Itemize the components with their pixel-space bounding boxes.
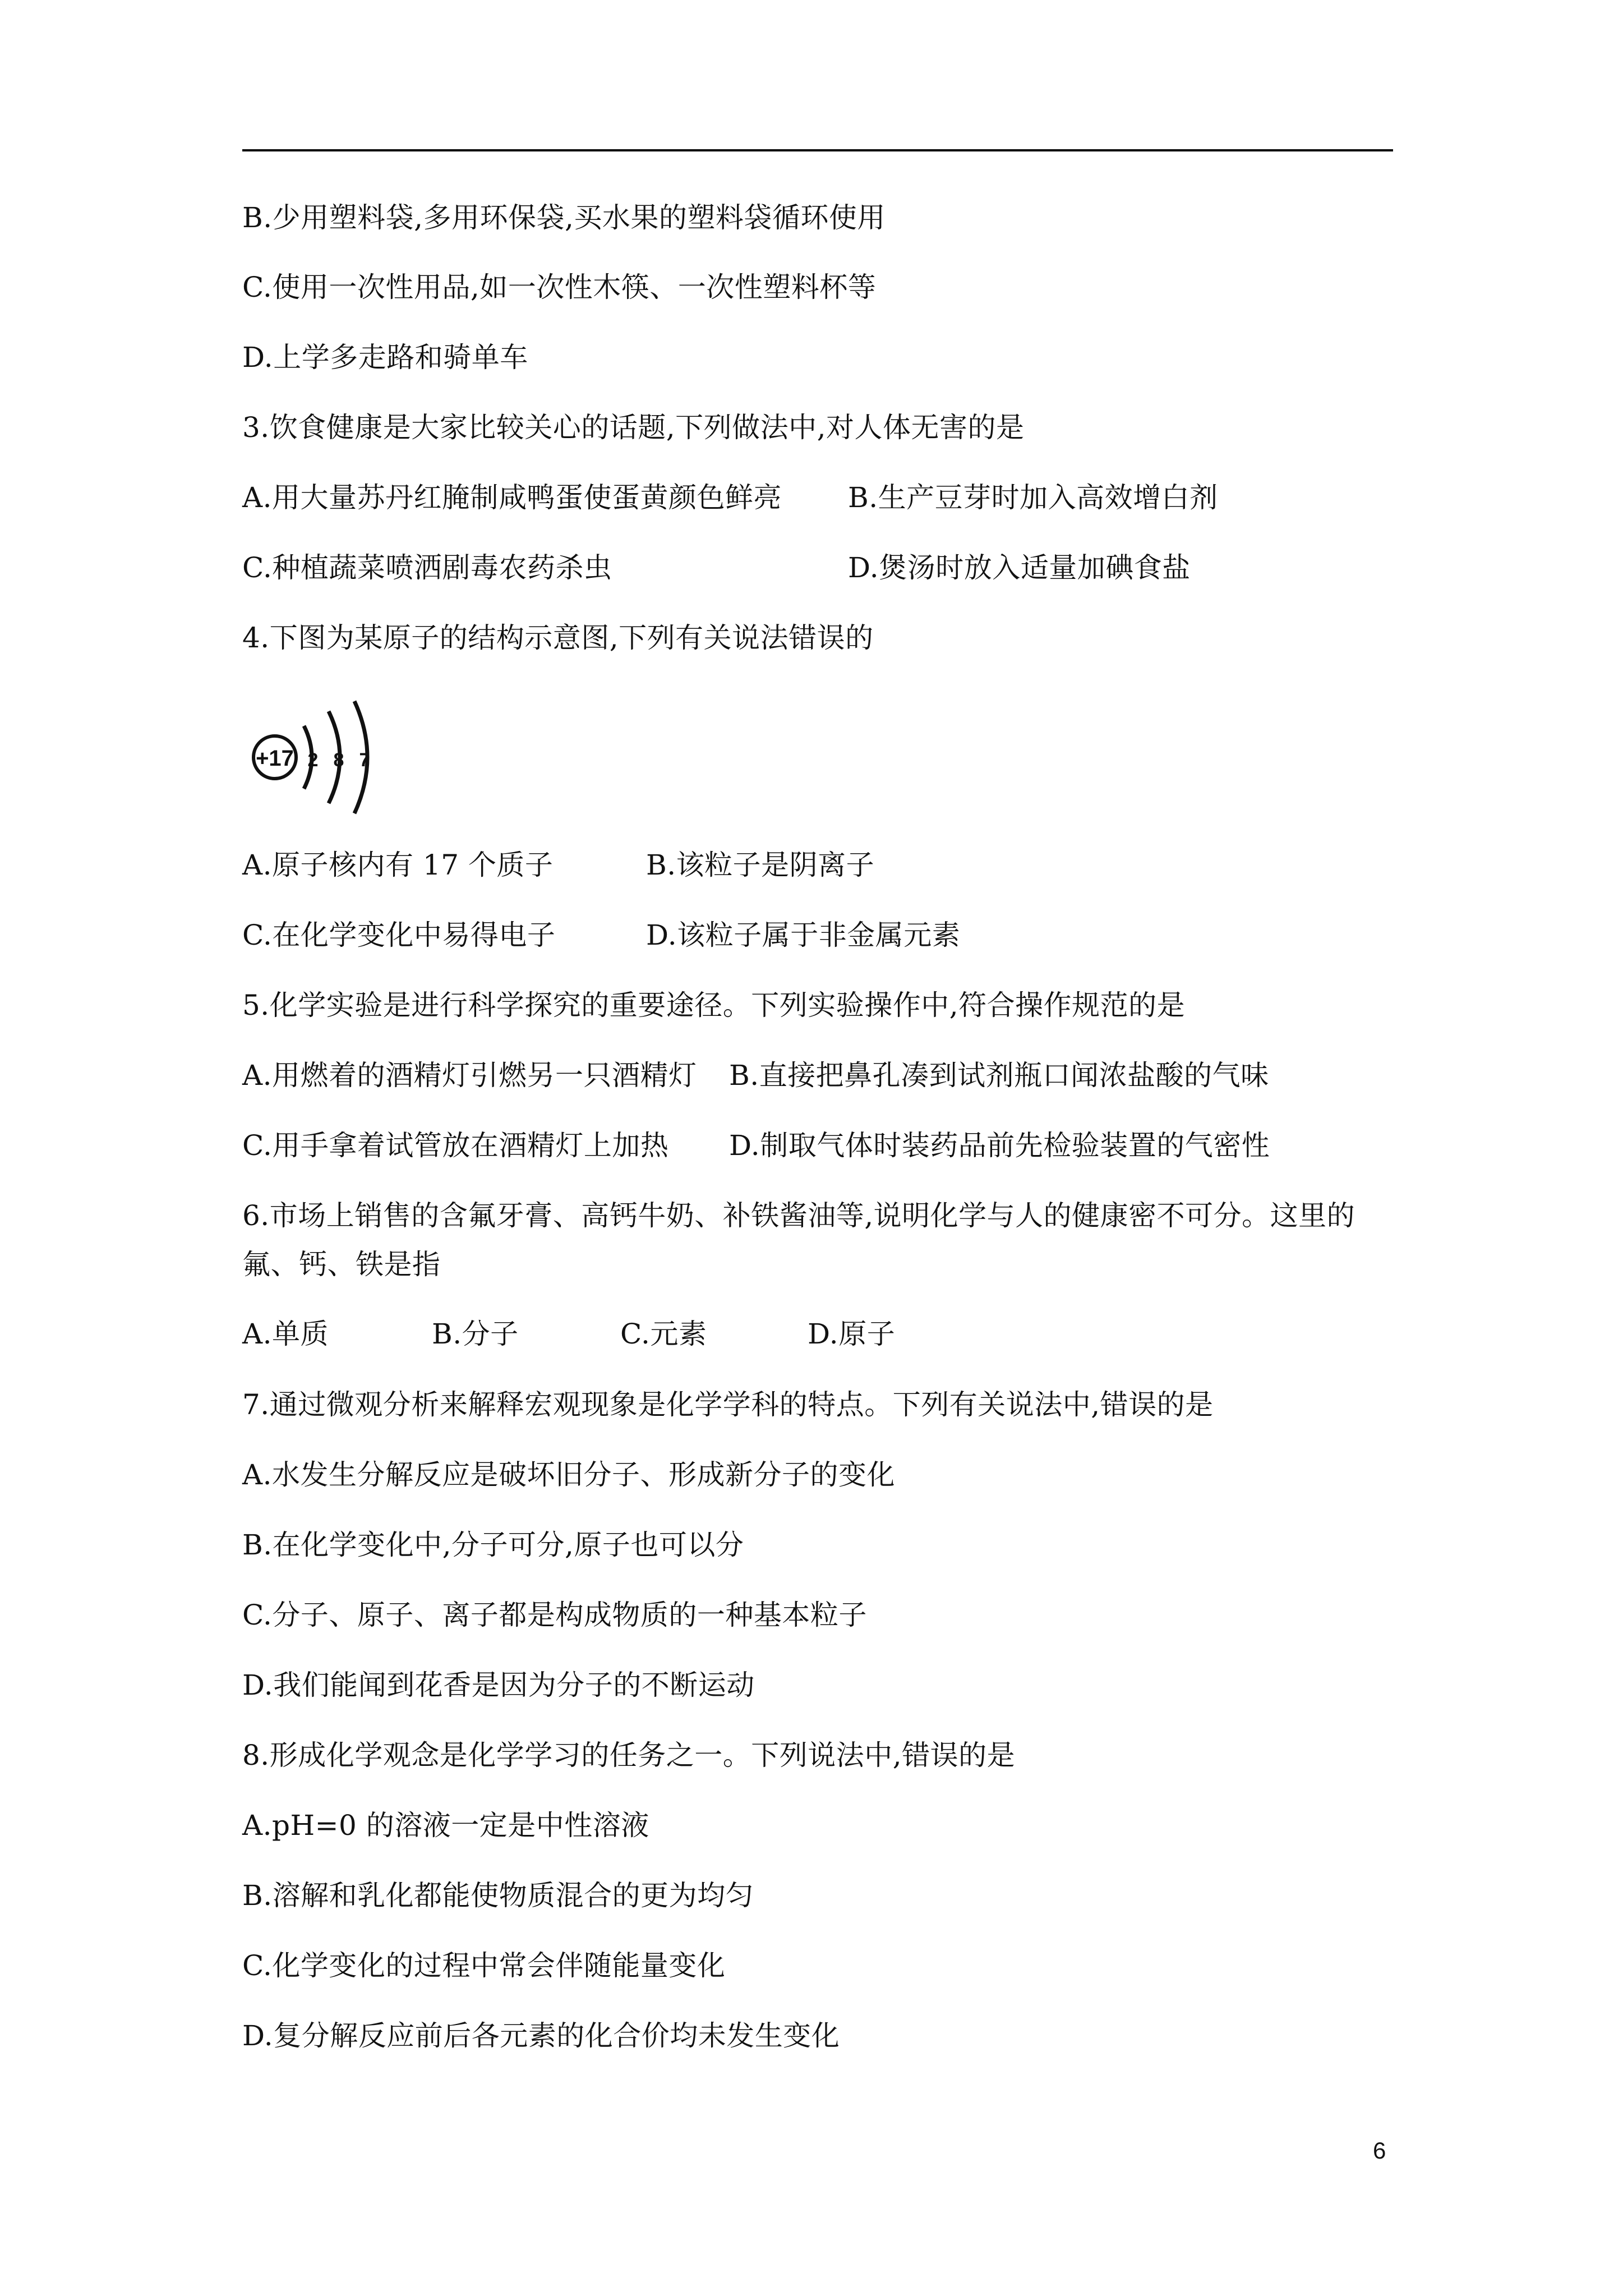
q5-option-a: A.用燃着的酒精灯引燃另一只酒精灯 bbox=[242, 1059, 697, 1092]
q8-option-d: D.复分解反应前后各元素的化合价均未发生变化 bbox=[242, 2019, 840, 2052]
question-5: 5.化学实验是进行科学探究的重要途径。下列实验操作中,符合操作规范的是 bbox=[242, 989, 1186, 1022]
q8-option-b: B.溶解和乳化都能使物质混合的更为均匀 bbox=[242, 1879, 754, 1912]
q2-option-b: B.少用塑料袋,多用环保袋,买水果的塑料袋循环使用 bbox=[242, 201, 886, 234]
q8-option-c: C.化学变化的过程中常会伴随能量变化 bbox=[242, 1949, 726, 1982]
header-rule bbox=[242, 149, 1393, 151]
q6-option-d: D.原子 bbox=[808, 1318, 896, 1350]
page-number: 6 bbox=[1373, 2137, 1386, 2164]
q4-option-c: C.在化学变化中易得电子 bbox=[242, 919, 556, 951]
q6-option-c: C.元素 bbox=[620, 1318, 707, 1350]
question-4: 4.下图为某原子的结构示意图,下列有关说法错误的 bbox=[242, 622, 874, 654]
q7-option-a: A.水发生分解反应是破坏旧分子、形成新分子的变化 bbox=[242, 1458, 896, 1491]
q5-option-c: C.用手拿着试管放在酒精灯上加热 bbox=[242, 1129, 669, 1162]
q7-option-b: B.在化学变化中,分子可分,原子也可以分 bbox=[242, 1529, 744, 1561]
q5-option-d: D.制取气体时装药品前先检验装置的气密性 bbox=[729, 1129, 1270, 1162]
question-7: 7.通过微观分析来解释宏观现象是化学学科的特点。下列有关说法中,错误的是 bbox=[242, 1388, 1214, 1421]
q4-option-d: D.该粒子属于非金属元素 bbox=[646, 919, 961, 951]
nucleus-label: +17 bbox=[256, 746, 294, 771]
q5-option-b: B.直接把鼻孔凑到试剂瓶口闻浓盐酸的气味 bbox=[729, 1059, 1269, 1092]
q3-option-a: A.用大量苏丹红腌制咸鸭蛋使蛋黄颜色鲜亮 bbox=[242, 481, 782, 514]
shell-3-electrons: 7 bbox=[359, 749, 370, 771]
q3-option-c: C.种植蔬菜喷洒剧毒农药杀虫 bbox=[242, 551, 612, 584]
q4-option-b: B.该粒子是阴离子 bbox=[646, 849, 875, 881]
q8-option-a: A.pH=0 的溶液一定是中性溶液 bbox=[242, 1809, 649, 1842]
q6-option-a: A.单质 bbox=[242, 1318, 329, 1350]
question-3: 3.饮食健康是大家比较关心的话题,下列做法中,对人体无害的是 bbox=[242, 411, 1025, 444]
q7-option-c: C.分子、原子、离子都是构成物质的一种基本粒子 bbox=[242, 1599, 867, 1631]
q2-option-d: D.上学多走路和骑单车 bbox=[242, 341, 528, 374]
q2-option-c: C.使用一次性用品,如一次性木筷、一次性塑料杯等 bbox=[242, 271, 877, 303]
q6-option-b: B.分子 bbox=[432, 1318, 519, 1350]
q3-option-b: B.生产豆芽时加入高效增白剂 bbox=[848, 481, 1218, 514]
question-6-line-1: 6.市场上销售的含氟牙膏、高钙牛奶、补铁酱油等,说明化学与人的健康密不可分。这里的 bbox=[242, 1199, 1355, 1232]
question-6-line-2: 氟、钙、铁是指 bbox=[242, 1248, 441, 1281]
q4-option-a: A.原子核内有 17 个质子 bbox=[242, 849, 554, 881]
shell-1-electrons: 2 bbox=[307, 749, 319, 771]
atom-structure-diagram bbox=[250, 694, 385, 815]
question-8: 8.形成化学观念是化学学习的任务之一。下列说法中,错误的是 bbox=[242, 1739, 1016, 1772]
q7-option-d: D.我们能闻到花香是因为分子的不断运动 bbox=[242, 1669, 755, 1701]
q3-option-d: D.煲汤时放入适量加碘食盐 bbox=[848, 551, 1191, 584]
shell-2-electrons: 8 bbox=[333, 749, 344, 771]
